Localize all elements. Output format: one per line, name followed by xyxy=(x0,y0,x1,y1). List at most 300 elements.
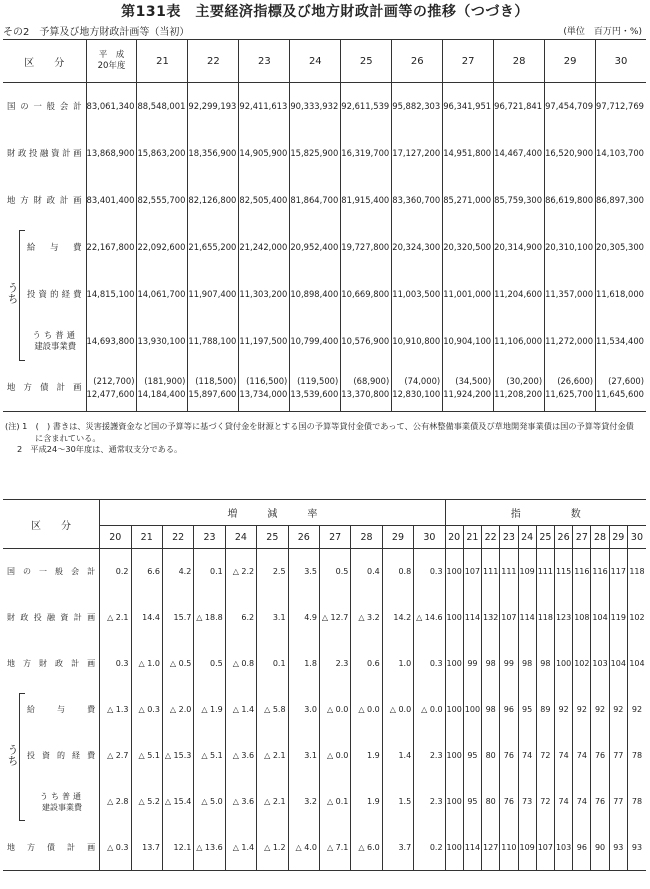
rate-cell: △ 14.6 xyxy=(414,595,445,641)
index-cell: 76 xyxy=(591,779,609,825)
header-rate-year: 20 xyxy=(100,526,131,549)
index-cell: 93 xyxy=(609,825,627,871)
rate-cell: △ 1.9 xyxy=(194,687,225,733)
footnote-1: (注) 1 ( ) 書きは、災害援護資金など国の予算等に基づく貸付金を財源とする国の予算等貸付金債であって、公有林整備事業債及び草地開発事業債は国の予算等貸付金債 xyxy=(5,421,634,431)
value-cell: 96,341,951 xyxy=(443,83,494,130)
header-rate-year: 26 xyxy=(288,526,319,549)
value-cell: 20,320,500 xyxy=(443,224,494,271)
index-cell: 100 xyxy=(445,641,463,687)
rate-cell: △ 6.0 xyxy=(351,825,382,871)
value-cell: 11,106,000 xyxy=(494,318,545,365)
header-index-year: 26 xyxy=(554,526,572,549)
index-cell: 92 xyxy=(573,687,591,733)
value-paren: (181,900) xyxy=(144,375,186,386)
value-cell: 10,669,800 xyxy=(341,271,392,318)
value-cell: 14,905,900 xyxy=(239,130,290,177)
value-cell: 90,333,932 xyxy=(290,83,341,130)
rate-cell: 0.8 xyxy=(382,549,413,595)
rate-cell: △ 0.5 xyxy=(162,641,193,687)
value-cell: 10,576,900 xyxy=(341,318,392,365)
value-cell: 14,815,100 xyxy=(86,271,137,318)
rate-cell: 1.4 xyxy=(382,733,413,779)
value-main: 13,734,000 xyxy=(239,388,288,399)
header-year: 26 xyxy=(392,40,443,83)
value-cell: 11,357,000 xyxy=(545,271,596,318)
rate-cell: 3.1 xyxy=(288,733,319,779)
rate-cell: 1.9 xyxy=(351,733,382,779)
value-main: 12,830,100 xyxy=(392,388,441,399)
header-rate-year: 24 xyxy=(225,526,256,549)
rate-cell: 4.2 xyxy=(162,549,193,595)
row-label xyxy=(3,825,100,871)
footnote-2: 2 平成24～30年度は、通常収支分である。 xyxy=(17,444,183,454)
index-cell: 78 xyxy=(627,733,646,779)
rate-cell: △ 3.6 xyxy=(225,733,256,779)
index-cell: 115 xyxy=(554,549,572,595)
value-cell xyxy=(188,365,239,412)
index-cell: 74 xyxy=(554,733,572,779)
value-cell: 11,204,600 xyxy=(494,271,545,318)
value-cell xyxy=(290,365,341,412)
value-cell: 13,868,900 xyxy=(86,130,137,177)
row-label-line1: うち普通 xyxy=(32,330,78,340)
value-main: 11,208,200 xyxy=(494,388,543,399)
value-cell: 14,693,800 xyxy=(86,318,137,365)
value-paren: (27,600) xyxy=(608,375,644,386)
value-cell: 97,712,769 xyxy=(596,83,646,130)
index-cell: 104 xyxy=(627,641,646,687)
header-index-year: 24 xyxy=(518,526,536,549)
row-label-text: 給 与 費 xyxy=(27,242,82,252)
rate-cell: △ 0.3 xyxy=(100,825,131,871)
index-cell: 76 xyxy=(591,733,609,779)
rate-cell: △ 5.1 xyxy=(131,733,162,779)
index-cell: 98 xyxy=(482,641,500,687)
rate-cell: 1.5 xyxy=(382,779,413,825)
value-cell: 10,910,800 xyxy=(392,318,443,365)
value-cell: 86,619,800 xyxy=(545,177,596,224)
rate-cell: △ 2.7 xyxy=(100,733,131,779)
row-label-text: 地 方 債 計 画 xyxy=(7,382,82,393)
row-label xyxy=(3,779,100,825)
index-cell: 76 xyxy=(500,779,518,825)
rate-cell: △ 4.0 xyxy=(288,825,319,871)
header-year-first-line2: 20年度 xyxy=(97,61,126,71)
index-cell: 90 xyxy=(591,825,609,871)
row-label-line1: うち普通 xyxy=(40,791,85,801)
value-cell: 20,310,100 xyxy=(545,224,596,271)
table-row xyxy=(3,224,646,271)
index-cell: 92 xyxy=(554,687,572,733)
rate-cell: △ 0.0 xyxy=(319,687,350,733)
value-paren: (26,600) xyxy=(557,375,594,386)
value-cell xyxy=(341,365,392,412)
index-cell: 111 xyxy=(482,549,500,595)
value-paren: (116,500) xyxy=(246,375,288,386)
rate-cell: 0.1 xyxy=(194,549,225,595)
header-rate-year: 28 xyxy=(351,526,382,549)
rate-cell: 0.5 xyxy=(319,549,350,595)
value-cell xyxy=(392,365,443,412)
index-cell: 78 xyxy=(627,779,646,825)
table-row xyxy=(3,177,646,224)
table-row xyxy=(3,641,646,687)
rate-cell: △ 15.3 xyxy=(162,733,193,779)
row-label xyxy=(3,365,86,412)
row-label-text: 財 政 投 融 資 計 画 xyxy=(7,148,82,158)
value-cell: 92,611,539 xyxy=(341,83,392,130)
index-cell: 127 xyxy=(482,825,500,871)
rate-cell: △ 0.3 xyxy=(131,687,162,733)
index-cell: 111 xyxy=(536,549,554,595)
rate-cell: △ 1.4 xyxy=(225,825,256,871)
index-cell: 114 xyxy=(463,595,481,641)
header-year: 22 xyxy=(188,40,239,83)
rate-cell: 0.4 xyxy=(351,549,382,595)
value-cell: 16,319,700 xyxy=(341,130,392,177)
value-cell: 22,167,800 xyxy=(86,224,137,271)
rate-cell: △ 0.8 xyxy=(225,641,256,687)
value-paren: (30,200) xyxy=(506,375,543,386)
value-cell: 92,299,193 xyxy=(188,83,239,130)
index-cell: 76 xyxy=(500,733,518,779)
value-cell: 21,242,000 xyxy=(239,224,290,271)
row-label-two-line xyxy=(3,791,99,813)
value-cell: 11,618,000 xyxy=(596,271,646,318)
index-cell: 77 xyxy=(609,733,627,779)
row-label-text: 地 方 財 政 計 画 xyxy=(7,659,96,668)
index-cell: 98 xyxy=(536,641,554,687)
rate-cell: △ 5.1 xyxy=(194,733,225,779)
rate-cell: △ 2.8 xyxy=(100,779,131,825)
index-cell: 99 xyxy=(500,641,518,687)
rate-cell: 3.0 xyxy=(288,687,319,733)
index-cell: 104 xyxy=(609,641,627,687)
value-cell: 11,303,200 xyxy=(239,271,290,318)
value-main: 11,645,600 xyxy=(596,388,644,399)
index-cell: 73 xyxy=(518,779,536,825)
value-cell: 85,759,300 xyxy=(494,177,545,224)
rate-cell: 0.6 xyxy=(351,641,382,687)
value-cell: 21,655,200 xyxy=(188,224,239,271)
index-cell: 109 xyxy=(518,549,536,595)
rate-cell: △ 1.4 xyxy=(225,687,256,733)
index-cell: 132 xyxy=(482,595,500,641)
footnotes xyxy=(5,421,645,456)
table-row xyxy=(3,733,646,779)
header-category: 区 分 xyxy=(3,500,100,549)
index-cell: 103 xyxy=(591,641,609,687)
value-cell: 14,467,400 xyxy=(494,130,545,177)
index-cell: 98 xyxy=(482,687,500,733)
rate-cell: 14.4 xyxy=(131,595,162,641)
value-cell: 13,930,100 xyxy=(137,318,188,365)
index-cell: 123 xyxy=(554,595,572,641)
rate-cell: △ 2.1 xyxy=(100,595,131,641)
rate-cell: △ 2.1 xyxy=(257,733,288,779)
header-rate-year: 27 xyxy=(319,526,350,549)
header-year: 29 xyxy=(545,40,596,83)
index-cell: 109 xyxy=(518,825,536,871)
value-paren: (118,500) xyxy=(195,375,237,386)
value-cell: 11,197,500 xyxy=(239,318,290,365)
index-cell: 118 xyxy=(627,549,646,595)
value-cell: 82,126,800 xyxy=(188,177,239,224)
rate-cell: 3.2 xyxy=(288,779,319,825)
header-year: 23 xyxy=(239,40,290,83)
index-cell: 100 xyxy=(445,733,463,779)
rate-cell: 0.3 xyxy=(100,641,131,687)
index-cell: 99 xyxy=(463,641,481,687)
row-label-text: 投 資 的 経 費 xyxy=(27,289,82,299)
header-year-first xyxy=(86,40,137,83)
index-cell: 107 xyxy=(463,549,481,595)
value-cell: 17,127,200 xyxy=(392,130,443,177)
index-cell: 100 xyxy=(463,687,481,733)
value-cell: 88,548,001 xyxy=(137,83,188,130)
header-year: 25 xyxy=(341,40,392,83)
value-cell: 81,915,400 xyxy=(341,177,392,224)
value-cell: 10,799,400 xyxy=(290,318,341,365)
value-main: 11,924,200 xyxy=(443,388,492,399)
rate-cell: 0.3 xyxy=(414,641,445,687)
index-cell: 89 xyxy=(536,687,554,733)
row-label-text: 国 の 一 般 会 計 xyxy=(7,101,82,112)
rate-cell: 13.7 xyxy=(131,825,162,871)
rate-cell: 1.0 xyxy=(382,641,413,687)
index-cell: 72 xyxy=(536,733,554,779)
header-index-year: 28 xyxy=(591,526,609,549)
header-index-year: 21 xyxy=(463,526,481,549)
header-index-year: 20 xyxy=(445,526,463,549)
rate-cell: 2.5 xyxy=(257,549,288,595)
index-cell: 119 xyxy=(609,595,627,641)
rate-cell: 0.3 xyxy=(414,549,445,595)
row-label-line2: 建設事業費 xyxy=(34,341,77,351)
value-cell: 11,907,400 xyxy=(188,271,239,318)
value-main: 14,184,400 xyxy=(137,388,186,399)
index-cell: 72 xyxy=(536,779,554,825)
index-cell: 114 xyxy=(518,595,536,641)
footnote-1-cont: に含まれている。 xyxy=(35,432,101,443)
rate-cell: △ 5.0 xyxy=(194,779,225,825)
value-cell: 22,092,600 xyxy=(137,224,188,271)
value-cell: 95,882,303 xyxy=(392,83,443,130)
row-label-line2: 建設事業費 xyxy=(42,802,83,812)
value-cell: 11,788,100 xyxy=(188,318,239,365)
header-rate-year: 25 xyxy=(257,526,288,549)
index-cell: 92 xyxy=(591,687,609,733)
table-row xyxy=(3,595,646,641)
value-cell xyxy=(443,365,494,412)
value-main: 12,477,600 xyxy=(86,388,135,399)
rate-cell: 0.5 xyxy=(194,641,225,687)
header-index-year: 27 xyxy=(573,526,591,549)
rate-cell: 4.9 xyxy=(288,595,319,641)
rate-cell: △ 3.6 xyxy=(225,779,256,825)
index-cell: 95 xyxy=(463,733,481,779)
index-cell: 102 xyxy=(627,595,646,641)
index-cell: 100 xyxy=(554,641,572,687)
rate-cell: △ 0.0 xyxy=(351,687,382,733)
header-year: 30 xyxy=(596,40,646,83)
rate-cell: △ 13.6 xyxy=(194,825,225,871)
rate-cell: △ 2.1 xyxy=(257,779,288,825)
header-year-first-line1: 平 成 xyxy=(98,50,125,60)
rate-cell: 3.1 xyxy=(257,595,288,641)
table-row xyxy=(3,130,646,177)
rate-cell: 3.7 xyxy=(382,825,413,871)
table-row xyxy=(3,779,646,825)
index-cell: 74 xyxy=(573,779,591,825)
value-cell: 19,727,800 xyxy=(341,224,392,271)
rate-cell: 6.6 xyxy=(131,549,162,595)
value-cell: 15,825,900 xyxy=(290,130,341,177)
index-cell: 114 xyxy=(463,825,481,871)
value-cell: 20,314,900 xyxy=(494,224,545,271)
header-rate-year: 21 xyxy=(131,526,162,549)
index-cell: 117 xyxy=(609,549,627,595)
value-cell xyxy=(545,365,596,412)
budget-table xyxy=(3,39,646,412)
header-rate-year: 30 xyxy=(414,526,445,549)
rate-cell: △ 7.1 xyxy=(319,825,350,871)
rate-cell: △ 1.0 xyxy=(131,641,162,687)
row-label xyxy=(3,318,86,365)
index-cell: 74 xyxy=(518,733,536,779)
value-cell xyxy=(494,365,545,412)
index-cell: 100 xyxy=(445,687,463,733)
value-cell: 10,904,100 xyxy=(443,318,494,365)
value-cell xyxy=(239,365,290,412)
table-row xyxy=(3,318,646,365)
value-cell: 82,555,700 xyxy=(137,177,188,224)
table-row xyxy=(3,687,646,733)
index-cell: 77 xyxy=(609,779,627,825)
row-label xyxy=(3,549,100,595)
index-cell: 116 xyxy=(573,549,591,595)
row-label-text: 地 方 財 政 計 画 xyxy=(7,195,82,205)
value-main: 13,370,800 xyxy=(341,388,390,399)
uchi-label: うち xyxy=(6,282,19,304)
rate-cell: △ 0.0 xyxy=(382,687,413,733)
rate-cell: △ 1.3 xyxy=(100,687,131,733)
rate-cell: 2.3 xyxy=(319,641,350,687)
index-cell: 103 xyxy=(554,825,572,871)
value-paren: (119,500) xyxy=(297,375,339,386)
index-cell: 104 xyxy=(591,595,609,641)
value-cell: 10,898,400 xyxy=(290,271,341,318)
rate-cell: 0.2 xyxy=(100,549,131,595)
rate-cell: △ 3.2 xyxy=(351,595,382,641)
table-row xyxy=(3,271,646,318)
row-label xyxy=(3,595,100,641)
header-index-year: 22 xyxy=(482,526,500,549)
index-cell: 116 xyxy=(591,549,609,595)
value-cell: 83,401,400 xyxy=(86,177,137,224)
index-cell: 118 xyxy=(536,595,554,641)
rate-cell: 2.3 xyxy=(414,779,445,825)
rate-cell: 1.8 xyxy=(288,641,319,687)
value-cell: 20,305,300 xyxy=(596,224,646,271)
row-label xyxy=(3,641,100,687)
table-subtitle: その2 予算及び地方財政計画等（当初） xyxy=(3,27,190,38)
table-row xyxy=(3,825,646,871)
value-cell: 81,864,700 xyxy=(290,177,341,224)
value-cell: 16,520,900 xyxy=(545,130,596,177)
value-cell xyxy=(86,365,137,412)
value-cell: 96,721,841 xyxy=(494,83,545,130)
value-cell: 11,003,500 xyxy=(392,271,443,318)
value-cell: 11,001,000 xyxy=(443,271,494,318)
index-cell: 100 xyxy=(445,825,463,871)
value-cell: 14,951,800 xyxy=(443,130,494,177)
rate-cell: 3.5 xyxy=(288,549,319,595)
rate-cell: 0.1 xyxy=(257,641,288,687)
value-cell: 83,061,340 xyxy=(86,83,137,130)
value-cell: 86,897,300 xyxy=(596,177,646,224)
index-cell: 107 xyxy=(536,825,554,871)
index-cell: 107 xyxy=(500,595,518,641)
value-cell: 82,505,400 xyxy=(239,177,290,224)
value-paren: (74,000) xyxy=(404,375,441,386)
index-cell: 92 xyxy=(627,687,646,733)
row-label xyxy=(3,224,86,271)
row-label-text: 地 方 債 計 画 xyxy=(7,842,96,852)
value-paren: (68,900) xyxy=(353,375,390,386)
rate-cell: 0.2 xyxy=(414,825,445,871)
index-cell: 102 xyxy=(573,641,591,687)
index-cell: 80 xyxy=(482,779,500,825)
rate-cell: 15.7 xyxy=(162,595,193,641)
header-year: 28 xyxy=(494,40,545,83)
index-cell: 92 xyxy=(609,687,627,733)
growth-index-table xyxy=(3,499,646,871)
value-main: 13,539,600 xyxy=(290,388,339,399)
index-cell: 100 xyxy=(445,549,463,595)
index-cell: 96 xyxy=(500,687,518,733)
rate-cell: 2.3 xyxy=(414,733,445,779)
value-cell: 97,454,709 xyxy=(545,83,596,130)
row-label xyxy=(3,83,86,130)
rate-cell: △ 2.2 xyxy=(225,549,256,595)
value-cell: 14,103,700 xyxy=(596,130,646,177)
value-paren: (34,500) xyxy=(455,375,492,386)
value-main: 15,897,600 xyxy=(188,388,237,399)
value-cell: 85,271,000 xyxy=(443,177,494,224)
index-cell: 98 xyxy=(518,641,536,687)
row-label xyxy=(3,177,86,224)
rate-cell: △ 12.7 xyxy=(319,595,350,641)
header-index-year: 23 xyxy=(500,526,518,549)
unit-label: (単位 百万円・%) xyxy=(563,27,642,37)
header-growth-rate: 増 減 率 xyxy=(100,500,445,526)
rate-cell: △ 18.8 xyxy=(194,595,225,641)
table-row xyxy=(3,365,646,412)
page-title: 第131表 主要経済指標及び地方財政計画等の推移（つづき） xyxy=(121,4,529,20)
rate-cell: 14.2 xyxy=(382,595,413,641)
row-label-text: 給 与 費 xyxy=(27,705,96,714)
header-index: 指 数 xyxy=(445,500,646,526)
value-cell: 20,324,300 xyxy=(392,224,443,271)
rate-cell: △ 5.2 xyxy=(131,779,162,825)
index-cell: 100 xyxy=(445,779,463,825)
header-rate-year: 23 xyxy=(194,526,225,549)
index-cell: 95 xyxy=(518,687,536,733)
rate-cell: △ 5.8 xyxy=(257,687,288,733)
table-row xyxy=(3,549,646,595)
value-main: 11,625,700 xyxy=(545,388,594,399)
